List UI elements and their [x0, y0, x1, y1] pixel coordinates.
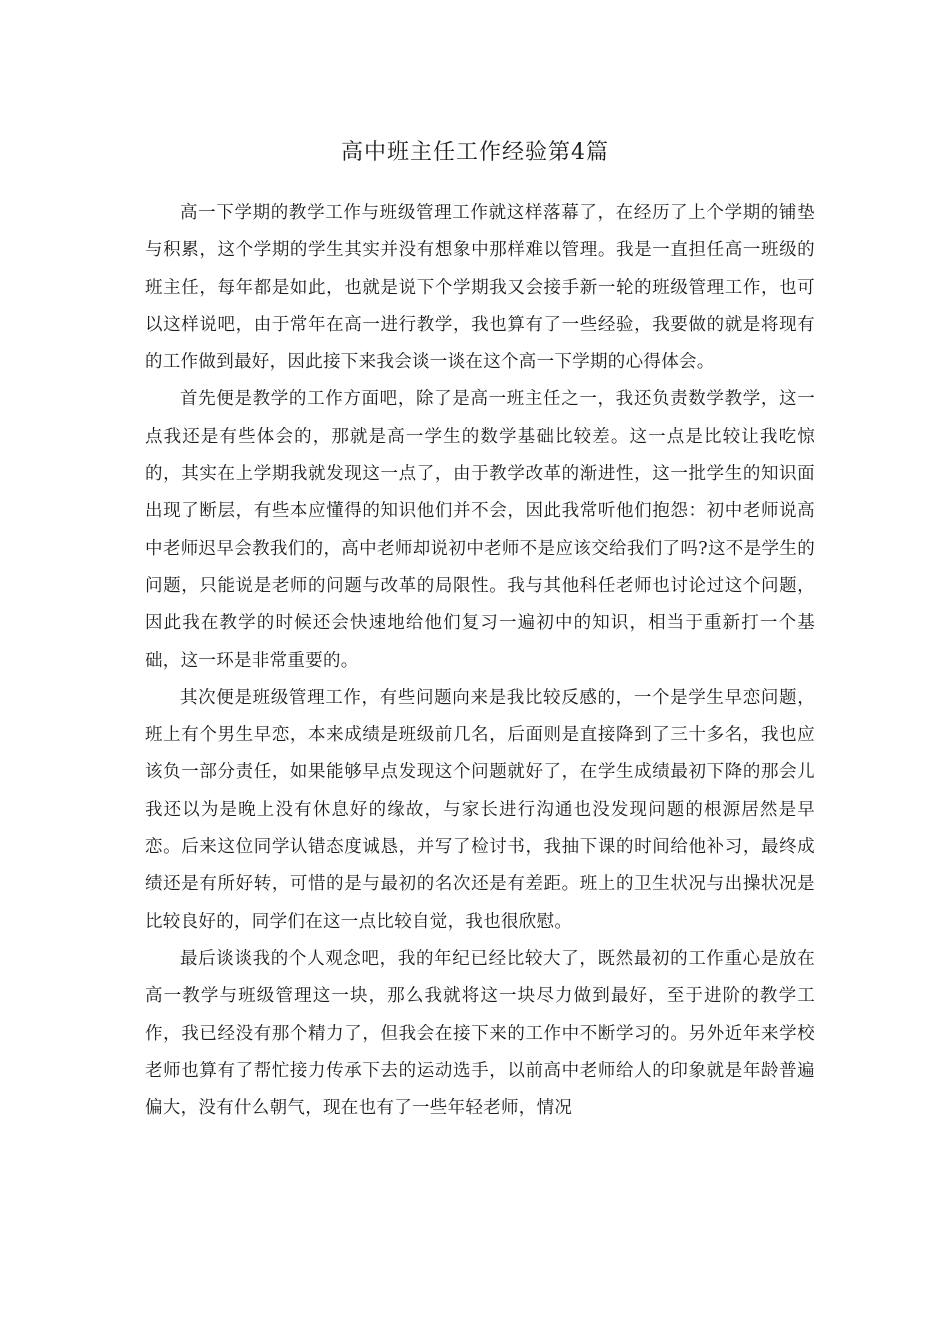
paragraph-3: 其次便是班级管理工作，有些问题向来是我比较反感的，一个是学生早恋问题，班上有个男生早恋，本来成绩是班级前几名，后面则是直接降到了三十多名，我也应该负一部分责任，如果能够早点发现这个问题就好了，在学生成绩最初下降的那会儿我还以为是晚上没有休息好的缘故，与家长进行沟通也没发现问题的根源居然是早恋。后来这位同学认错态度诚恳，并写了检讨书，我抽下课的时间给他补习，最终成绩还是有所好转，可惜的是与最初的名次还是有差距。班上的卫生状况与出操状况是比较良好的，同学们在这一点比较自觉，我也很欣慰。 [145, 687, 815, 932]
document-title: 高中班主任工作经验第4篇 [341, 140, 609, 165]
document-body [145, 195, 815, 1127]
paragraph-2: 首先便是教学的工作方面吧，除了是高一班主任之一，我还负责数学教学，这一点我还是有些体会的，那就是高一学生的数学基础比较差。这一点是比较让我吃惊的，其实在上学期我就发现这一点了，由于教学改革的渐进性，这一批学生的知识面出现了断层，有些本应懂得的知识他们并不会，因此我常听他们抱怨：初中老师说高中老师迟早会教我们的，高中老师却说初中老师不是应该交给我们了吗?这不是学生的问题，只能说是老师的问题与改革的局限性。我与其他科任老师也讨论过这个问题，因此我在教学的时候还会快速地给他们复习一遍初中的知识，相当于重新打一个基础，这一环是非常重要的。 [145, 389, 815, 671]
paragraph-1: 高一下学期的教学工作与班级管理工作就这样落幕了，在经历了上个学期的铺垫与积累，这个学期的学生其实并没有想象中那样难以管理。我是一直担任高一班级的班主任，每年都是如此，也就是说下个学期我又会接手新一轮的班级管理工作，也可以这样说吧，由于常年在高一进行教学，我也算有了一些经验，我要做的就是将现有的工作做到最好，因此接下来我会谈一谈在这个高一下学期的心得体会。 [145, 203, 815, 373]
paragraph-4: 最后谈谈我的个人观念吧，我的年纪已经比较大了，既然最初的工作重心是放在高一教学与班级管理这一块，那么我就将这一块尽力做到最好，至于进阶的教学工作，我已经没有那个精力了，但我会在接下来的工作中不断学习的。另外近年来学校老师也算有了帮忙接力传承下去的运动选手，以前高中老师给人的印象就是年龄普遍偏大，没有什么朝气，现在也有了一些年轻老师，情况 [145, 948, 815, 1119]
